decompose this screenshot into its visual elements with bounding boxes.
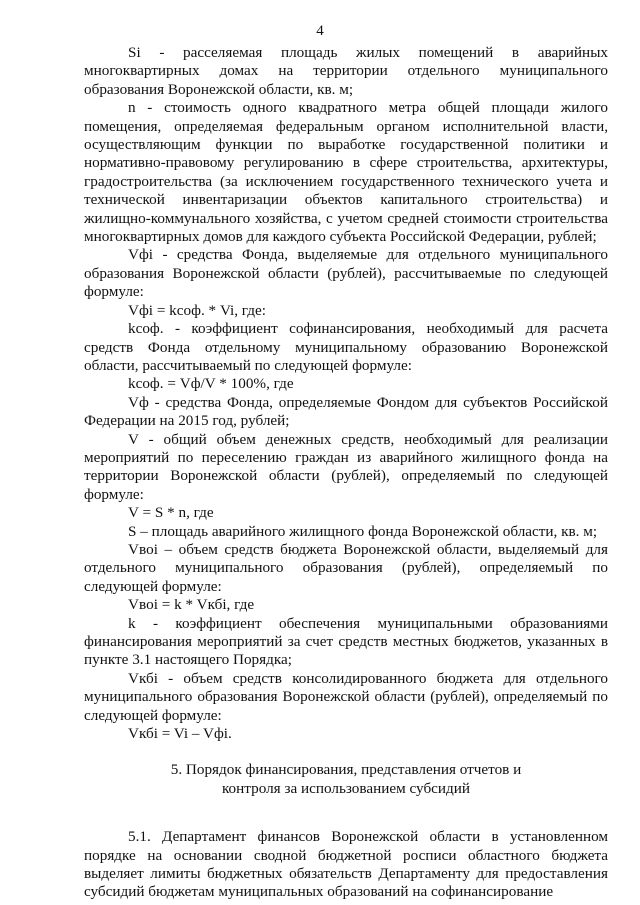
paragraph-k-definition: k - коэффициент обеспечения муниципальными образованиями финансирования мероприятий за счет средств местных бюджетов, указанных в пункте 3.1 настоящего Порядка; xyxy=(84,614,608,669)
paragraph-vf-definition: Vф - средства Фонда, определяемые Фондом для субъектов Российской Федерации на 2015 год, рублей; xyxy=(84,393,608,430)
paragraph-n-definition: n - стоимость одного квадратного метра общей площади жилого помещения, определяемая федеральным органом исполнительной власти, осуществляющим функции по выработке государственной политики и нормативно-правовому регулированию в сфере строительства, архитектуры, градостроительства (за исключением государственного технического учета и технической инвентаризации объектов капитального строительства) и жилищно-коммунального хозяйства, с учетом средней стоимости строительства многоквартирных домов для каждого субъекта Российской Федерации, рублей; xyxy=(84,99,608,246)
document-body xyxy=(84,44,608,902)
formula-ksof: kсоф. = Vф/V * 100%, где xyxy=(128,375,294,393)
paragraph-vkbi-definition: Vкбi - объем средств консолидированного бюджета для отдельного муниципального образования Воронежской области (рублей), определяемый по следующей формуле: xyxy=(84,669,608,724)
paragraph-si-definition: Si - расселяемая площадь жилых помещений в аварийных многоквартирных домах на территории отдельного муниципального образования Воронежской области, кв. м; xyxy=(84,44,608,98)
section-heading-line-1: 5. Порядок финансирования, представления отчетов и xyxy=(170,761,522,779)
paragraph-ksof-definition: kсоф. - коэффициент софинансирования, необходимый для расчета средств Фонда отдельному муниципальному образованию Воронежской области, рассчитываемый по следующей формуле: xyxy=(84,320,608,374)
spacer xyxy=(84,798,608,828)
formula-vvoi: Vвoi = k * Vкбi, где xyxy=(128,596,255,614)
paragraph-5-1: 5.1. Департамент финансов Воронежской области в установленном порядке на основании сводной бюджетной росписи областного бюджета выделяет лимиты бюджетных обязательств Департаменту для предоставления субсидий бюджетам муниципальных образований на софинансирование xyxy=(84,828,608,901)
formula-v: V = S * n, где xyxy=(128,504,214,522)
page-number: 4 xyxy=(316,23,324,39)
paragraph-v-definition: V - общий объем денежных средств, необходимый для реализации мероприятий по переселению граждан из аварийного жилищного фонда на территории Воронежской области (рублей), определяемый по следующей формуле: xyxy=(84,430,608,503)
spacer xyxy=(84,743,608,761)
paragraph-s-definition: S – площадь аварийного жилищного фонда Воронежской области, кв. м; xyxy=(128,522,598,540)
formula-vfi: Vфi = kсоф. * Vi, где: xyxy=(128,301,266,319)
paragraph-vvoi-definition: Vвoi – объем средств бюджета Воронежской области, выделяемый для отдельного муниципального образования (рублей), определяемый по следующей формуле: xyxy=(84,540,608,595)
section-heading-line-2: контроля за использованием субсидий xyxy=(221,779,471,797)
formula-vkbi: Vкбi = Vi – Vфi. xyxy=(128,725,232,743)
paragraph-vfi-definition: Vфi - средства Фонда, выделяемые для отдельного муниципального образования Воронежской области (рублей), рассчитываемые по следующей формуле: xyxy=(84,246,608,301)
